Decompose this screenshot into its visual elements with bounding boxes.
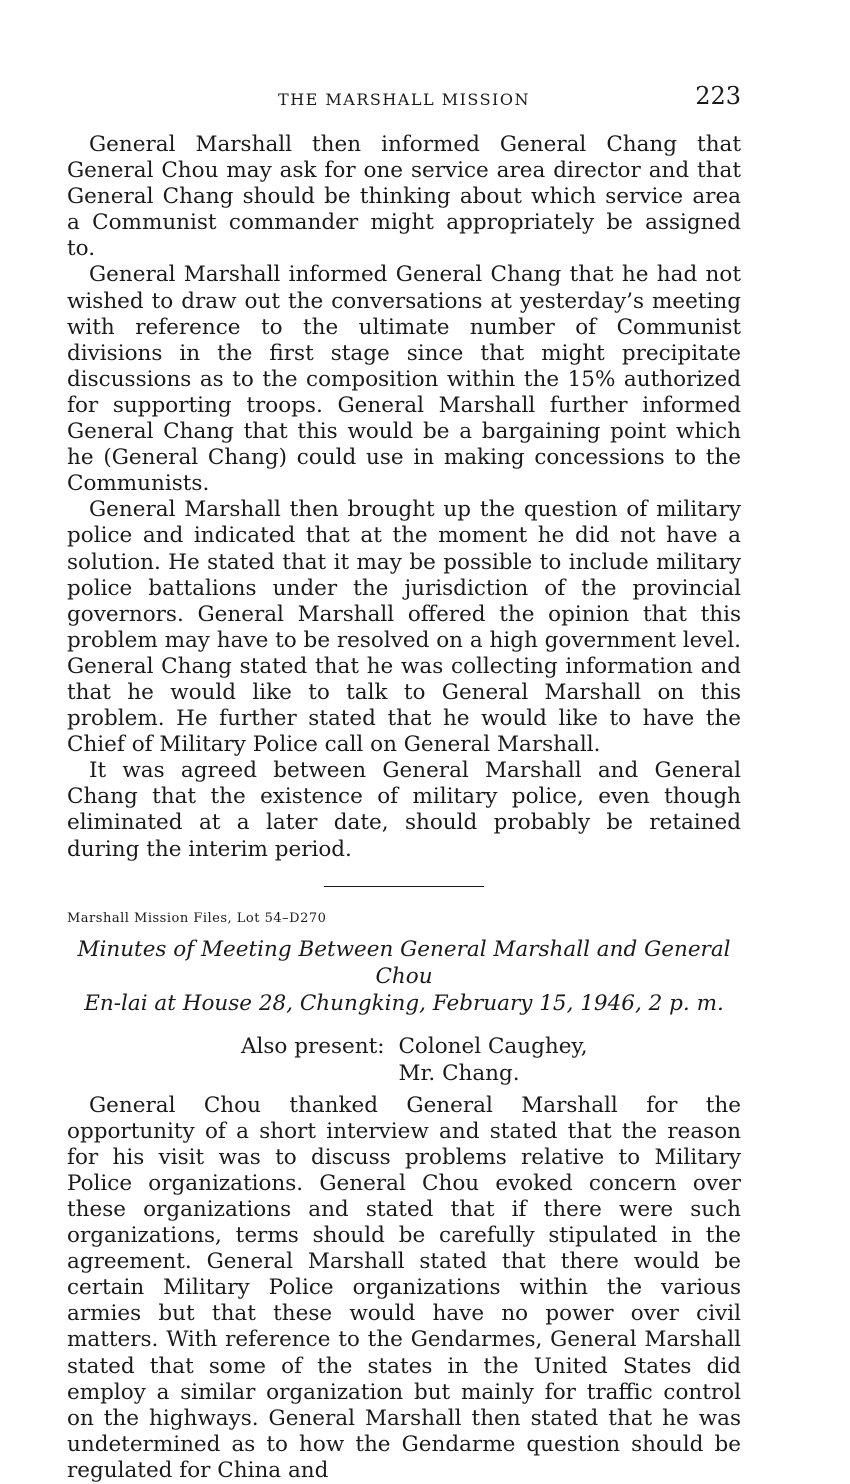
paragraph: General Chou thanked General Marshall for the opportunity of a short interview and stated that the reason for his visit was to discuss problems relative to Military Police organizations. General Chou evoked concern over these organizations and stated that if there were such organizations, terms should be carefully stipulated in the agreement. General Marshall stated that there would be certain Military Police organizations within the various armies but that these would have no power over civil matters. With reference to the Gendarmes, General Marshall stated that some of the states in the United States did employ a similar organization but mainly for traffic control on the highways. General Marshall then stated that he was undetermined as to how the Gendarme question should be regulated for China and [67,1092,741,1483]
paragraph: General Marshall informed General Chang that he had not wished to draw out the conversations at yesterday’s meeting with reference to the ultimate number of Communist divisions in the first stage since that might precipitate discussions as to the composition within the 15% authorized for supporting troops. General Marshall further informed General Chang that this would be a bargaining point which he (General Chang) could use in making concessions to the Communists. [67,262,741,497]
meeting-minutes-body [67,1093,741,1484]
attendee-name: Mr. Chang. [398,1060,520,1086]
previous-minutes-section [67,132,741,863]
paragraph: General Marshall then brought up the question of military police and indicated that at the moment he did not have a solution. He stated that it may be possible to include military police battalions under the jurisdiction of the provincial governors. General Marshall offered the opinion that this problem may have to be resolved on a high government level. General Chang stated that he was collecting information and that he would like to talk to General Marshall on this problem. He further stated that he would like to have the Chief of Military Police call on General Marshall. [67,497,741,758]
file-reference: Marshall Mission Files, Lot 54–D270 [67,910,327,926]
paragraph: General Marshall then informed General Chang that General Chou may ask for one service area director and that General Chang should be thinking about which service area a Communist commander might appropriately be assigned to. [67,132,741,262]
document-title-line: Minutes of Meeting Between General Marshall and General Chou [77,936,731,989]
attendee-name: Colonel Caughey, [398,1033,588,1059]
also-present [241,1033,741,1087]
running-header [67,82,741,132]
document-page [67,0,741,1484]
attendee-list [398,1033,587,1087]
section-divider [324,886,484,887]
paragraph: It was agreed between General Marshall and General Chang that the existence of military police, even though eliminated at a later date, should probably be retained during the interim period. [67,758,741,862]
document-title-line: En-lai at House 28, Chungking, February 15, 1946, 2 p. m. [84,990,724,1016]
running-title: THE MARSHALL MISSION [278,90,530,109]
page-number: 223 [695,82,741,110]
also-present-label: Also present: [241,1033,385,1059]
document-title [67,936,741,1017]
